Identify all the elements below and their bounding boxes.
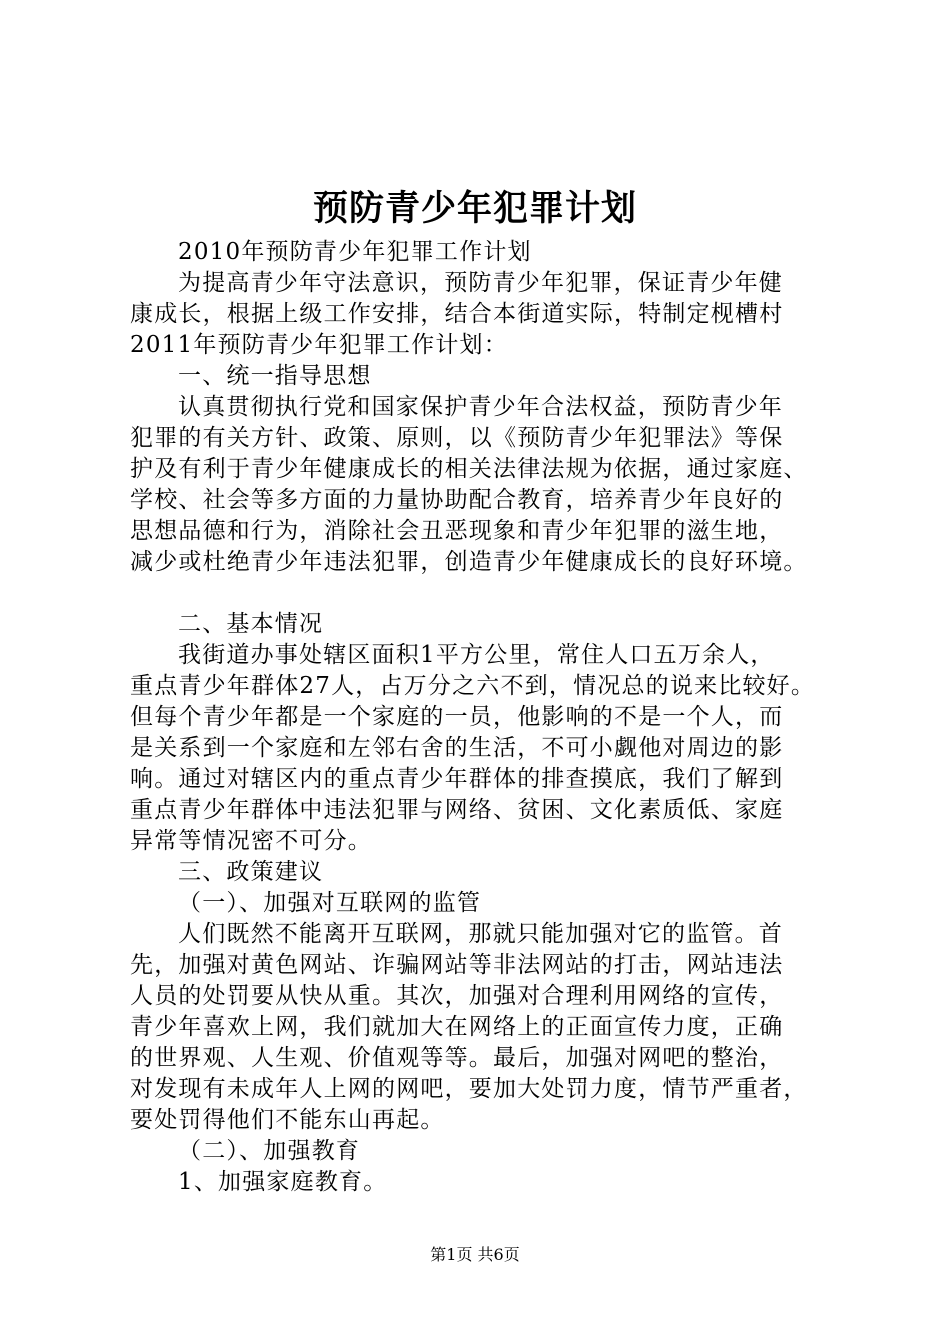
paragraph-line: 康成长，根据上级工作安排，结合本街道实际，特制定枧槽村 bbox=[130, 301, 784, 327]
paragraph-line: 对发现有未成年人上网的网吧，要加大处罚力度，情节严重者， bbox=[130, 1076, 808, 1102]
paragraph-line: 重点青少年群体中违法犯罪与网络、贫困、文化素质低、家庭 bbox=[130, 797, 784, 823]
section-heading: 三、政策建议 bbox=[178, 859, 324, 885]
paragraph-line: 但每个青少年都是一个家庭的一员，他影响的不是一个人，而 bbox=[130, 704, 784, 730]
paragraph-line: 人们既然不能离开互联网，那就只能加强对它的监管。首 bbox=[178, 921, 783, 947]
paragraph-line: 认真贯彻执行党和国家保护青少年合法权益，预防青少年 bbox=[178, 394, 783, 420]
paragraph-line: 护及有利于青少年健康成长的相关法律法规为依据，通过家庭、 bbox=[130, 456, 808, 482]
paragraph-line: 青少年喜欢上网，我们就加大在网络上的正面宣传力度，正确 bbox=[130, 1014, 784, 1040]
subsection-heading: （二）、加强教育 bbox=[178, 1138, 361, 1164]
paragraph-line: 我街道办事处辖区面积1平方公里，常住人口五万余人， bbox=[178, 642, 775, 668]
document-body bbox=[130, 237, 835, 1198]
paragraph-line: 要处罚得他们不能东山再起。 bbox=[130, 1107, 445, 1133]
paragraph-line: 异常等情况密不可分。 bbox=[130, 828, 372, 854]
document-title: 预防青少年犯罪计划 bbox=[312, 188, 637, 229]
paragraph-line: 是关系到一个家庭和左邻右舍的生活，不可小觑他对周边的影 bbox=[130, 735, 784, 761]
section-heading: 二、基本情况 bbox=[178, 611, 324, 637]
paragraph-line: 的世界观、人生观、价值观等等。最后，加强对网吧的整治， bbox=[130, 1045, 784, 1071]
page-footer: 第1页 共6页 bbox=[430, 1245, 520, 1264]
paragraph-line: 学校、社会等多方面的力量协助配合教育，培养青少年良好的 bbox=[130, 487, 784, 513]
paragraph-line: 减少或杜绝青少年违法犯罪，创造青少年健康成长的良好环境。 bbox=[130, 549, 808, 575]
section-heading: 一、统一指导思想 bbox=[178, 363, 372, 389]
paragraph-line: 犯罪的有关方针、政策、原则，以《预防青少年犯罪法》等保 bbox=[130, 425, 784, 451]
paragraph-line: 重点青少年群体27人，占万分之六不到，情况总的说来比较好。 bbox=[130, 673, 816, 699]
paragraph-line: 为提高青少年守法意识，预防青少年犯罪，保证青少年健 bbox=[178, 270, 783, 296]
paragraph-line: 思想品德和行为，消除社会丑恶现象和青少年犯罪的滋生地， bbox=[130, 518, 784, 544]
paragraph-line: 1、加强家庭教育。 bbox=[178, 1169, 388, 1195]
subsection-heading: （一）、加强对互联网的监管 bbox=[178, 890, 482, 916]
paragraph-line: 2011年预防青少年犯罪工作计划： bbox=[130, 332, 508, 358]
paragraph-line: 先，加强对黄色网站、诈骗网站等非法网站的打击，网站违法 bbox=[130, 952, 784, 978]
blank-line bbox=[130, 578, 835, 609]
paragraph-line: 响。通过对辖区内的重点青少年群体的排查摸底，我们了解到 bbox=[130, 766, 784, 792]
subtitle-line: 2010年预防青少年犯罪工作计划 bbox=[178, 239, 532, 265]
paragraph-line: 人员的处罚要从快从重。其次，加强对合理利用网络的宣传， bbox=[130, 983, 784, 1009]
